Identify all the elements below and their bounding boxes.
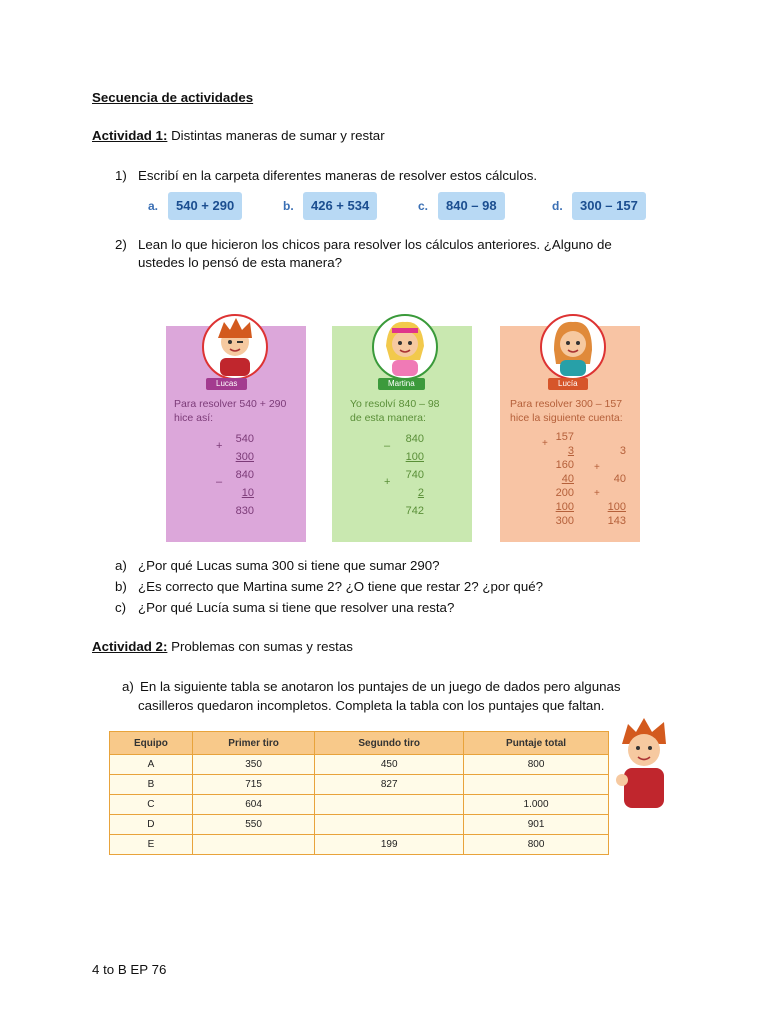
martina-op-line: 840 — [405, 433, 424, 445]
lucas-operation — [224, 430, 254, 520]
table-cell: 604 — [192, 795, 314, 815]
calc-item — [283, 191, 377, 221]
table-row — [110, 835, 609, 855]
question-a-number: a) — [115, 558, 127, 573]
table-row — [110, 815, 609, 835]
question-1-number: 1) — [115, 168, 127, 183]
lucia-right-operation — [598, 444, 626, 528]
activity-1-label: Actividad 1: — [92, 128, 168, 143]
table-cell: C — [110, 795, 193, 815]
calc-expression: 540 + 290 — [168, 192, 242, 220]
table-cell: 800 — [464, 835, 609, 855]
problem-a-line-2: casilleros quedaron incompletos. Completa la tabla con los puntajes que faltan. — [138, 698, 605, 713]
martina-op-line: 742 — [405, 505, 424, 517]
plus-sign: + — [594, 488, 600, 499]
problem-a-number: a) — [122, 679, 134, 694]
card-lucas — [166, 326, 306, 542]
lucas-op-line: 300 — [235, 451, 254, 463]
minus-sign: – — [384, 440, 391, 452]
plus-sign: + — [216, 440, 223, 452]
card-martina — [332, 326, 472, 542]
column-header: Puntaje total — [464, 732, 609, 755]
boy-illustration — [608, 714, 680, 814]
table-cell: 901 — [464, 815, 609, 835]
table-cell: A — [110, 755, 193, 775]
question-c-text: ¿Por qué Lucía suma si tiene que resolver una resta? — [138, 600, 455, 615]
table-row — [110, 775, 609, 795]
activity-2-text: Problemas con sumas y restas — [167, 639, 353, 654]
martina-intro-2: de esta manera: — [350, 412, 426, 424]
question-2-number: 2) — [115, 237, 127, 252]
table-cell — [315, 815, 464, 835]
calc-expression: 840 – 98 — [438, 192, 505, 220]
calc-letter: c. — [418, 199, 429, 213]
question-b-number: b) — [115, 579, 127, 594]
lucia-op-line: 160 — [555, 459, 574, 471]
footer-text: 4 to B EP 76 — [92, 962, 167, 977]
table-cell: B — [110, 775, 193, 795]
table-cell: 827 — [315, 775, 464, 795]
question-c-number: c) — [115, 600, 127, 615]
lucia-op-line: 3 — [567, 445, 574, 457]
lucia-op-line: 300 — [555, 515, 574, 527]
table-header-row — [110, 732, 609, 755]
lucas-op-line: 10 — [241, 487, 254, 499]
activity-2-title — [92, 639, 353, 654]
calculations-row — [140, 186, 680, 226]
table-cell: E — [110, 835, 193, 855]
lucas-op-line: 830 — [235, 505, 254, 517]
lucas-name-tag: Lucas — [206, 378, 247, 390]
lucia-op-line: 200 — [555, 487, 574, 499]
table-cell: 199 — [315, 835, 464, 855]
table-cell: 1.000 — [464, 795, 609, 815]
activity-2-label: Actividad 2: — [92, 639, 168, 654]
plus-sign: + — [384, 476, 391, 488]
question-1-text: Escribí en la carpeta diferentes maneras de resolver estos cálculos. — [138, 168, 538, 183]
table-cell: 715 — [192, 775, 314, 795]
martina-op-line: 740 — [405, 469, 424, 481]
lucia-intro-1: Para resolver 300 – 157 — [510, 398, 623, 410]
table-cell — [315, 795, 464, 815]
lucia-op-line: 100 — [607, 501, 626, 513]
table-cell: D — [110, 815, 193, 835]
calc-item — [418, 191, 505, 221]
lucia-op-line: 100 — [555, 501, 574, 513]
lucas-intro-2: hice así: — [174, 412, 214, 424]
calc-letter: b. — [283, 199, 294, 213]
minus-sign: – — [216, 476, 223, 488]
column-header: Primer tiro — [192, 732, 314, 755]
question-2-line-1: Lean lo que hicieron los chicos para resolver los cálculos anteriores. ¿Alguno de — [138, 237, 612, 252]
lucia-op-line: 40 — [561, 473, 574, 485]
calc-letter: d. — [552, 199, 563, 213]
page-title: Secuencia de actividades — [92, 90, 254, 105]
plus-sign: + — [594, 462, 600, 473]
question-2-line-2: ustedes lo pensó de esta manera? — [138, 255, 343, 270]
table-cell: 550 — [192, 815, 314, 835]
scores-table — [109, 731, 609, 855]
calc-expression: 426 + 534 — [303, 192, 377, 220]
lucas-op-line: 840 — [235, 469, 254, 481]
lucia-intro-2: hice la siguiente cuenta: — [510, 412, 623, 424]
lucia-name-tag: Lucía — [548, 378, 588, 390]
martina-operation — [390, 430, 424, 520]
table-row — [110, 795, 609, 815]
table-cell — [464, 775, 609, 795]
martina-avatar — [372, 314, 438, 380]
column-header: Equipo — [110, 732, 193, 755]
calc-expression: 300 – 157 — [572, 192, 646, 220]
card-lucia — [500, 326, 640, 542]
lucas-intro-1: Para resolver 540 + 290 — [174, 398, 287, 410]
lucia-op-line: 143 — [607, 515, 626, 527]
martina-op-line: 100 — [405, 451, 424, 463]
lucia-op-line: 157 — [555, 431, 574, 443]
table-cell — [192, 835, 314, 855]
activity-1-title — [92, 128, 385, 143]
question-a-text: ¿Por qué Lucas suma 300 si tiene que sumar 290? — [138, 558, 440, 573]
calc-item — [148, 191, 242, 221]
table-cell: 450 — [315, 755, 464, 775]
lucas-avatar — [202, 314, 268, 380]
question-b-text: ¿Es correcto que Martina sume 2? ¿O tiene que restar 2? ¿por qué? — [138, 579, 544, 594]
plus-sign: + — [542, 438, 548, 449]
lucia-op-line: 3 — [619, 445, 626, 457]
lucia-op-line: 40 — [613, 473, 626, 485]
calc-item — [552, 191, 646, 221]
problem-a-line-1: En la siguiente tabla se anotaron los puntajes de un juego de dados pero algunas — [140, 679, 621, 694]
table-cell: 800 — [464, 755, 609, 775]
table-cell: 350 — [192, 755, 314, 775]
table-row — [110, 755, 609, 775]
lucia-avatar — [540, 314, 606, 380]
column-header: Segundo tiro — [315, 732, 464, 755]
calc-letter: a. — [148, 199, 159, 213]
martina-intro-1: Yo resolví 840 – 98 — [350, 398, 440, 410]
martina-name-tag: Martina — [378, 378, 425, 390]
lucia-left-operation — [546, 430, 574, 528]
martina-op-line: 2 — [417, 487, 424, 499]
activity-1-text: Distintas maneras de sumar y restar — [167, 128, 385, 143]
lucas-op-line: 540 — [235, 433, 254, 445]
